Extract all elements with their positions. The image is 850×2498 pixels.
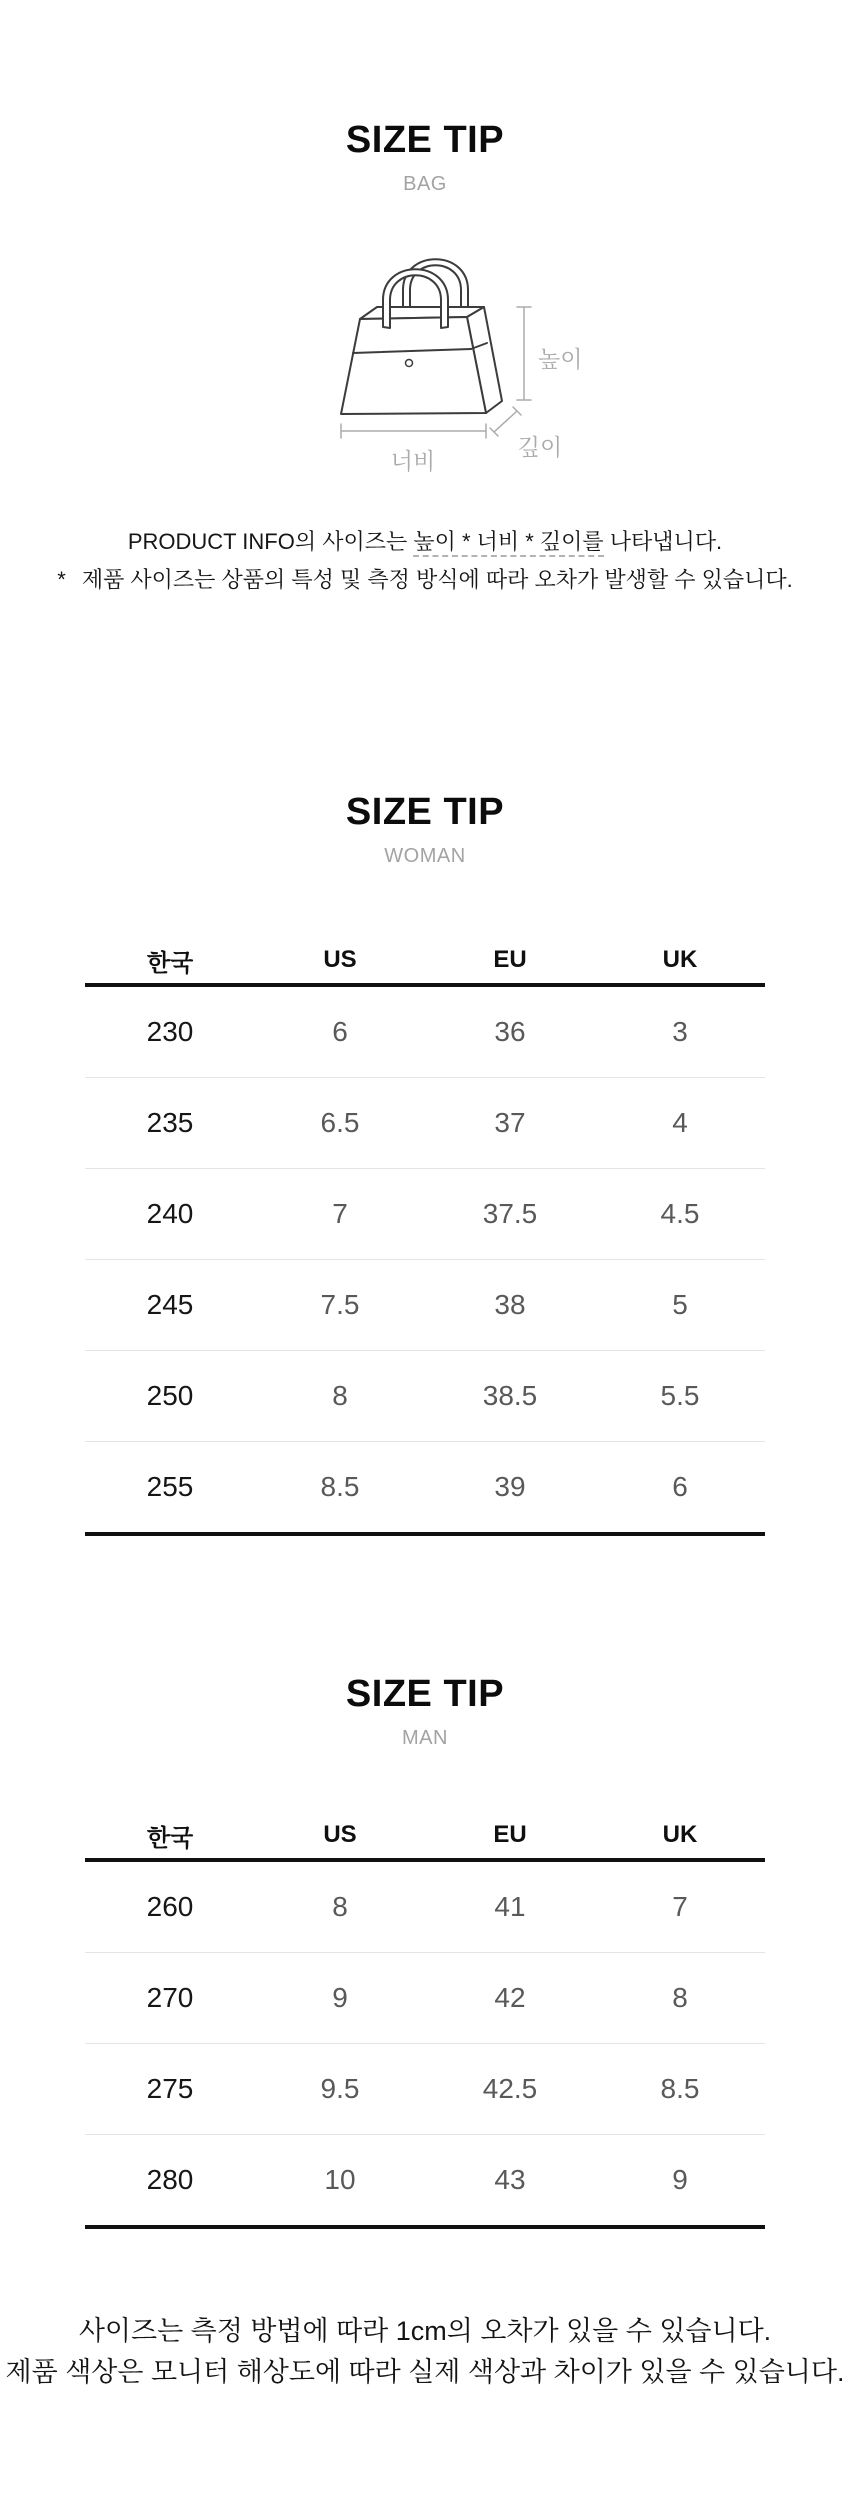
table-row	[85, 1169, 765, 1260]
cell-kr: 260	[146, 1891, 194, 1922]
cell-eu: 41	[494, 1891, 526, 1922]
cell-kr: 230	[146, 1016, 194, 1047]
woman-section-title: SIZE TIP	[345, 791, 505, 833]
product-info-line1	[0, 523, 850, 561]
table-header-row	[85, 937, 765, 985]
table-header-row	[85, 1812, 765, 1860]
col-header-eu: EU	[425, 1812, 595, 1860]
cell-kr: 245	[85, 1260, 255, 1351]
table-row	[85, 1078, 765, 1169]
size-table-woman-body	[85, 985, 765, 1534]
table-row	[85, 1442, 765, 1535]
table-row	[85, 1260, 765, 1351]
size-table-man	[85, 1812, 765, 2229]
cell-us: 7	[255, 1169, 425, 1260]
col-header-uk: UK	[595, 937, 765, 985]
cell-kr: 280	[85, 2135, 255, 2228]
footer-note-line2: 제품 색상은 모니터 해상도에 따라 실제 색상과 차이가 있을 수 있습니다.	[5, 2357, 845, 2387]
size-table-man-body	[85, 1860, 765, 2227]
cell-eu: 36	[494, 1016, 526, 1047]
cell-kr: 270	[85, 1953, 255, 2044]
cell-kr: 275	[85, 2044, 255, 2135]
height-label: 높이	[538, 346, 583, 372]
man-section-subtitle: MAN	[402, 1727, 448, 1749]
asterisk-marker: *	[57, 567, 66, 592]
table-row	[85, 985, 765, 1078]
cell-uk: 3	[672, 1016, 688, 1047]
cell-us: 8	[332, 1891, 348, 1922]
size-table-man-header	[85, 1812, 765, 1860]
height-dimension-line	[517, 307, 531, 400]
bag-section-title: SIZE TIP	[345, 119, 505, 161]
width-label: 너비	[390, 448, 436, 474]
depth-label: 깊이	[517, 434, 563, 460]
table-row	[85, 1953, 765, 2044]
cell-kr: 255	[85, 1442, 255, 1535]
cell-kr: 250	[85, 1351, 255, 1442]
cell-us: 9.5	[255, 2044, 425, 2135]
cell-eu: 38.5	[425, 1351, 595, 1442]
man-section-title: SIZE TIP	[345, 1673, 505, 1715]
cell-eu: 38	[425, 1260, 595, 1351]
product-info-line2-text: 제품 사이즈는 상품의 특성 및 측정 방식에 따라 오차가 발생할 수 있습니다.	[81, 567, 793, 592]
cell-us: 9	[255, 1953, 425, 2044]
cell-us: 10	[255, 2135, 425, 2228]
bag-front-face	[341, 317, 486, 414]
size-table-woman	[85, 937, 765, 1536]
bag-section-subtitle: BAG	[403, 173, 447, 195]
col-header-eu: EU	[425, 937, 595, 985]
depth-dimension-line	[490, 407, 521, 436]
product-info-dimensions-underlined: 높이 * 너비 * 깊이를	[413, 529, 603, 557]
cell-eu: 43	[425, 2135, 595, 2228]
product-info-line1-prefix: PRODUCT INFO의 사이즈는	[127, 529, 414, 554]
product-info-line1-suffix: 나타냅니다.	[603, 529, 723, 554]
cell-uk: 5.5	[595, 1351, 765, 1442]
cell-us: 6.5	[255, 1078, 425, 1169]
cell-eu: 42.5	[425, 2044, 595, 2135]
cell-uk: 6	[595, 1442, 765, 1535]
table-row	[85, 2135, 765, 2228]
cell-kr: 235	[85, 1078, 255, 1169]
bag-illustration	[328, 245, 588, 480]
table-row	[85, 1860, 765, 1953]
cell-uk: 9	[595, 2135, 765, 2228]
cell-eu: 37	[425, 1078, 595, 1169]
cell-us: 8.5	[255, 1442, 425, 1535]
table-row	[85, 2044, 765, 2135]
bag-dimension-diagram	[328, 245, 588, 485]
col-header-uk: UK	[595, 1812, 765, 1860]
cell-uk: 4.5	[595, 1169, 765, 1260]
cell-uk: 5	[595, 1260, 765, 1351]
col-header-us: US	[255, 1812, 425, 1860]
cell-uk: 7	[672, 1891, 688, 1922]
width-dimension-line	[341, 424, 486, 438]
footer-notes	[0, 2311, 850, 2393]
cell-uk: 4	[595, 1078, 765, 1169]
cell-us: 6	[332, 1016, 348, 1047]
col-header-us: US	[255, 937, 425, 985]
cell-eu: 37.5	[425, 1169, 595, 1260]
cell-eu: 42	[425, 1953, 595, 2044]
cell-kr: 240	[85, 1169, 255, 1260]
cell-us: 7.5	[255, 1260, 425, 1351]
size-table-woman-header	[85, 937, 765, 985]
cell-eu: 39	[425, 1442, 595, 1535]
product-info-note	[0, 523, 850, 599]
product-info-line2	[0, 561, 850, 599]
cell-uk: 8	[595, 1953, 765, 2044]
table-row	[85, 1351, 765, 1442]
col-header-kr: 한국	[85, 1812, 255, 1860]
footer-note-line1: 사이즈는 측정 방법에 따라 1cm의 오차가 있을 수 있습니다.	[78, 2316, 772, 2346]
cell-uk: 8.5	[595, 2044, 765, 2135]
col-header-kr: 한국	[85, 937, 255, 985]
woman-section-subtitle: WOMAN	[384, 845, 466, 867]
cell-us: 8	[255, 1351, 425, 1442]
